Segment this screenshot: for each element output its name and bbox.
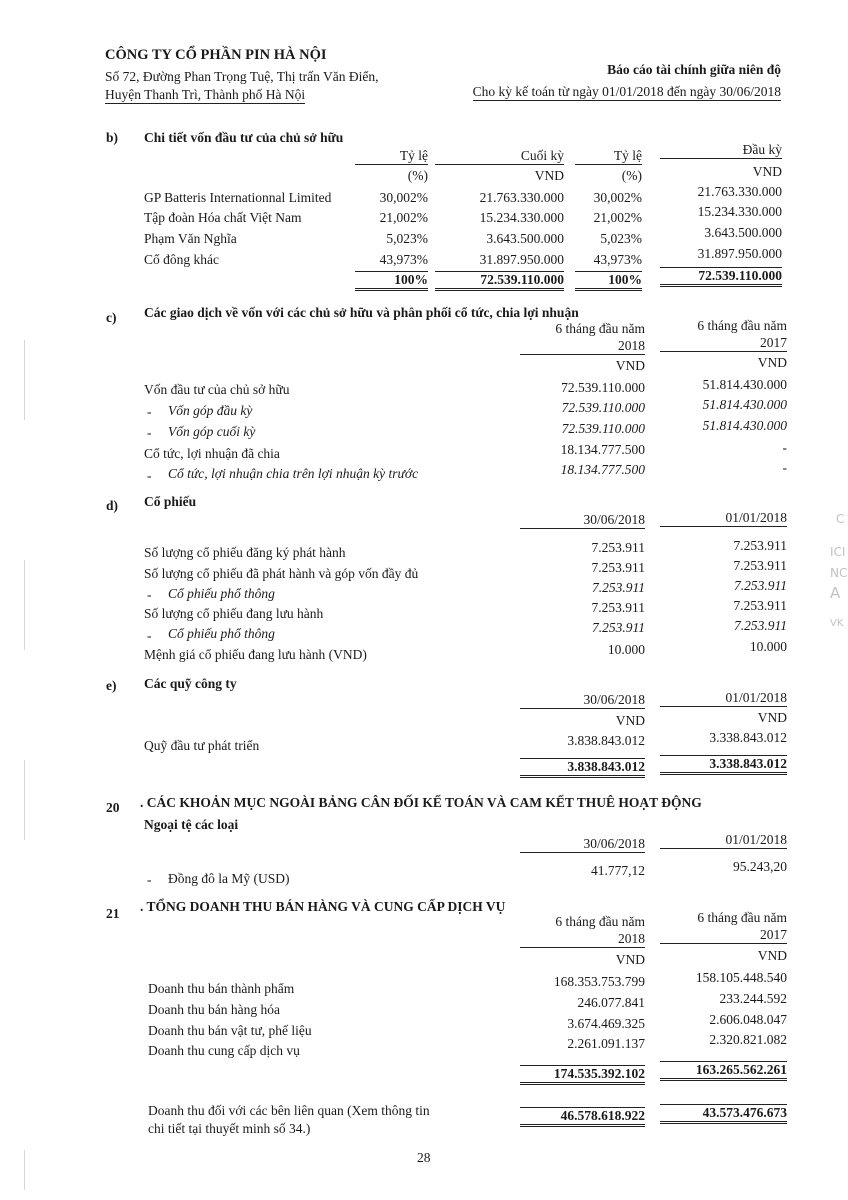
col-header-line1: 6 tháng đầu năm (697, 318, 787, 333)
margin-stamp-fragment: ICI (830, 545, 846, 559)
note-number: 20 (106, 800, 120, 815)
cell-value: 2.606.048.047 (709, 1012, 787, 1027)
cell-value: 7.253.911 (591, 540, 645, 555)
margin-stamp-fragment: NC (830, 566, 848, 580)
total-value: 72.539.110.000 (435, 271, 564, 291)
cell-value: 30,002% (379, 190, 428, 205)
cell-value: 21.763.330.000 (479, 190, 564, 205)
col-header: 01/01/2018 (660, 510, 787, 527)
row-label: Số lượng cổ phiếu đang lưu hành (144, 606, 324, 621)
cell-value: 7.253.911 (733, 538, 787, 553)
report-period: Cho kỳ kế toán từ ngày 01/01/2018 đến ngày 30/06/2018 (472, 84, 781, 99)
cell-value: - (782, 440, 787, 455)
row-label: GP Batteris Internationnal Limited (144, 190, 332, 205)
cell-value: 10.000 (607, 642, 645, 657)
section-letter: e) (106, 678, 117, 693)
row-label: Vốn góp đầu kỳ (168, 403, 253, 418)
margin-stamp-fragment: C (836, 512, 845, 526)
cell-value: 3.643.500.000 (486, 231, 564, 246)
total-value: 3.838.843.012 (520, 758, 645, 778)
total-value: 174.535.392.102 (520, 1065, 645, 1085)
col-header-line2: 2018 (520, 931, 645, 948)
cell-value: 95.243,20 (733, 859, 787, 874)
col-header: Cuối kỳ (435, 148, 564, 165)
col-header: 01/01/2018 (660, 832, 787, 849)
section-letter: c) (106, 310, 117, 325)
row-dash: - (147, 587, 152, 602)
cell-value: 21,002% (379, 210, 428, 225)
cell-value: 2.261.091.137 (567, 1036, 645, 1051)
cell-value: 7.253.911 (591, 600, 645, 615)
cell-value: 18.134.777.500 (560, 442, 645, 457)
section-letter: b) (106, 130, 119, 145)
cell-value: 31.897.950.000 (479, 252, 564, 267)
total-value: 100% (355, 271, 428, 291)
report-title: Báo cáo tài chính giữa niên độ (607, 62, 781, 77)
row-label: Cổ tức, lợi nhuận đã chia (144, 446, 280, 461)
row-dash: - (147, 628, 152, 643)
cell-value: 51.814.430.000 (702, 397, 787, 412)
left-margin-line (24, 340, 25, 420)
row-label: Số lượng cổ phiếu đăng ký phát hành (144, 545, 346, 560)
row-label: Cổ phiếu phổ thông (168, 586, 275, 601)
row-label: Doanh thu bán thành phẩm (148, 981, 295, 996)
col-header: 30/06/2018 (520, 692, 645, 709)
cell-value: 5,023% (386, 231, 428, 246)
col-header-line2: 2017 (660, 335, 787, 352)
row-label: Doanh thu bán hàng hóa (148, 1002, 280, 1017)
cell-value: 51.814.430.000 (702, 377, 787, 392)
col-unit: VND (752, 164, 782, 179)
col-unit: VND (757, 710, 787, 725)
row-label: Quỹ đầu tư phát triển (144, 738, 260, 753)
section-title: Chi tiết vốn đầu tư của chủ sở hữu (144, 130, 344, 145)
cell-value: 21,002% (593, 210, 642, 225)
col-header-line1: 6 tháng đầu năm (555, 321, 645, 336)
left-margin-line (24, 1150, 25, 1190)
note-title: . TỔNG DOANH THU BÁN HÀNG VÀ CUNG CẤP DỊCH VỤ (140, 899, 506, 914)
note-number: 21 (106, 906, 120, 921)
row-label: Cổ phiếu phổ thông (168, 626, 275, 641)
cell-value: 15.234.330.000 (479, 210, 564, 225)
row-label: Phạm Văn Nghĩa (144, 231, 237, 246)
cell-value: 72.539.110.000 (561, 421, 645, 436)
cell-value: 246.077.841 (577, 995, 645, 1010)
cell-value: 168.353.753.799 (553, 974, 645, 989)
total-value: 163.265.562.261 (660, 1061, 787, 1081)
cell-value: 7.253.911 (734, 578, 787, 593)
col-header: 30/06/2018 (520, 836, 645, 853)
row-label: Số lượng cổ phiếu đã phát hành và góp vốn đầy đủ (144, 566, 419, 581)
col-unit: VND (534, 168, 564, 183)
row-label: Mệnh giá cổ phiếu đang lưu hành (VND) (144, 647, 367, 662)
cell-value: 7.253.911 (733, 598, 787, 613)
col-unit: (%) (407, 168, 428, 183)
total-value: 100% (575, 271, 642, 291)
row-label: Cổ tức, lợi nhuận chia trên lợi nhuận kỳ trước (168, 466, 419, 481)
row-dash: - (147, 404, 152, 419)
related-party-label-line1: Doanh thu đối với các bên liên quan (Xem thông tin (148, 1103, 430, 1118)
cell-value: 7.253.911 (733, 558, 787, 573)
related-party-value: 43.573.476.673 (660, 1104, 787, 1124)
cell-value: 51.814.430.000 (702, 418, 787, 433)
cell-value: 43,973% (593, 252, 642, 267)
cell-value: 7.253.911 (591, 560, 645, 575)
row-label: Tập đoàn Hóa chất Việt Nam (144, 210, 302, 225)
company-address-line2: Huyện Thanh Trì, Thành phố Hà Nội (105, 87, 306, 102)
row-label: Cổ đông khác (144, 252, 219, 267)
cell-value: 7.253.911 (592, 580, 645, 595)
cell-value: 3.338.843.012 (709, 730, 787, 745)
section-title: Cổ phiếu (144, 494, 197, 509)
col-header-line1: 6 tháng đầu năm (555, 914, 645, 929)
related-party-value: 46.578.618.922 (520, 1107, 645, 1127)
cell-value: 30,002% (593, 190, 642, 205)
company-address-line1: Số 72, Đường Phan Trọng Tuệ, Thị trấn Văn Điển, (105, 69, 379, 84)
col-header: Tỷ lệ (355, 148, 428, 165)
cell-value: 72.539.110.000 (561, 400, 645, 415)
col-header-line2: 2018 (520, 338, 645, 355)
col-header: Tỷ lệ (575, 148, 642, 165)
cell-value: 7.253.911 (592, 620, 645, 635)
row-label: Doanh thu bán vật tư, phế liệu (148, 1023, 312, 1038)
col-unit: VND (757, 948, 787, 963)
cell-value: 5,023% (600, 231, 642, 246)
related-party-label-line2: chi tiết tại thuyết minh số 34.) (148, 1121, 311, 1136)
company-name: CÔNG TY CỔ PHẦN PIN HÀ NỘI (105, 47, 327, 63)
cell-value: 3.643.500.000 (704, 225, 782, 240)
row-label: Đồng đô la Mỹ (USD) (168, 871, 290, 886)
row-dash: - (147, 872, 152, 887)
total-value: 72.539.110.000 (660, 267, 782, 287)
row-dash: - (147, 425, 152, 440)
col-unit: VND (615, 952, 645, 967)
section-title: Các giao dịch về vốn với các chủ sở hữu và phân phối cổ tức, chia lợi nhuận (144, 305, 579, 320)
cell-value: 41.777,12 (591, 863, 645, 878)
cell-value: 3.674.469.325 (567, 1016, 645, 1031)
row-dash: - (147, 468, 152, 483)
cell-value: 43,973% (379, 252, 428, 267)
page-number: 28 (417, 1150, 431, 1165)
cell-value: 2.320.821.082 (709, 1032, 787, 1047)
section-letter: d) (106, 498, 119, 513)
row-label: Doanh thu cung cấp dịch vụ (148, 1043, 300, 1058)
cell-value: 158.105.448.540 (695, 970, 787, 985)
cell-value: 18.134.777.500 (560, 462, 645, 477)
col-unit: VND (615, 358, 645, 373)
left-margin-line (24, 760, 25, 840)
col-header: 30/06/2018 (520, 512, 645, 529)
cell-value: - (782, 460, 787, 475)
row-label: Vốn đầu tư của chủ sở hữu (144, 382, 290, 397)
row-label: Vốn góp cuối kỳ (168, 424, 256, 439)
note-title: . CÁC KHOẢN MỤC NGOÀI BẢNG CÂN ĐỐI KẾ TOÁN VÀ CAM KẾT THUÊ HOẠT ĐỘNG (140, 795, 702, 810)
cell-value: 10.000 (749, 639, 787, 654)
margin-stamp-fragment: A (830, 584, 841, 602)
col-header: 01/01/2018 (660, 690, 787, 707)
col-header: Đầu kỳ (660, 142, 782, 159)
col-unit: (%) (621, 168, 642, 183)
left-margin-line (24, 560, 25, 650)
margin-stamp-fragment: VK (830, 618, 844, 629)
cell-value: 21.763.330.000 (697, 184, 782, 199)
note-subtitle: Ngoại tệ các loại (144, 817, 239, 832)
cell-value: 15.234.330.000 (697, 204, 782, 219)
col-header-line1: 6 tháng đầu năm (697, 910, 787, 925)
section-title: Các quỹ công ty (144, 676, 237, 691)
cell-value: 7.253.911 (734, 618, 787, 633)
cell-value: 3.838.843.012 (567, 733, 645, 748)
col-header-line2: 2017 (660, 927, 787, 944)
cell-value: 31.897.950.000 (697, 246, 782, 261)
cell-value: 233.244.592 (719, 991, 787, 1006)
cell-value: 72.539.110.000 (561, 380, 645, 395)
col-unit: VND (757, 355, 787, 370)
col-unit: VND (615, 713, 645, 728)
total-value: 3.338.843.012 (660, 755, 787, 775)
